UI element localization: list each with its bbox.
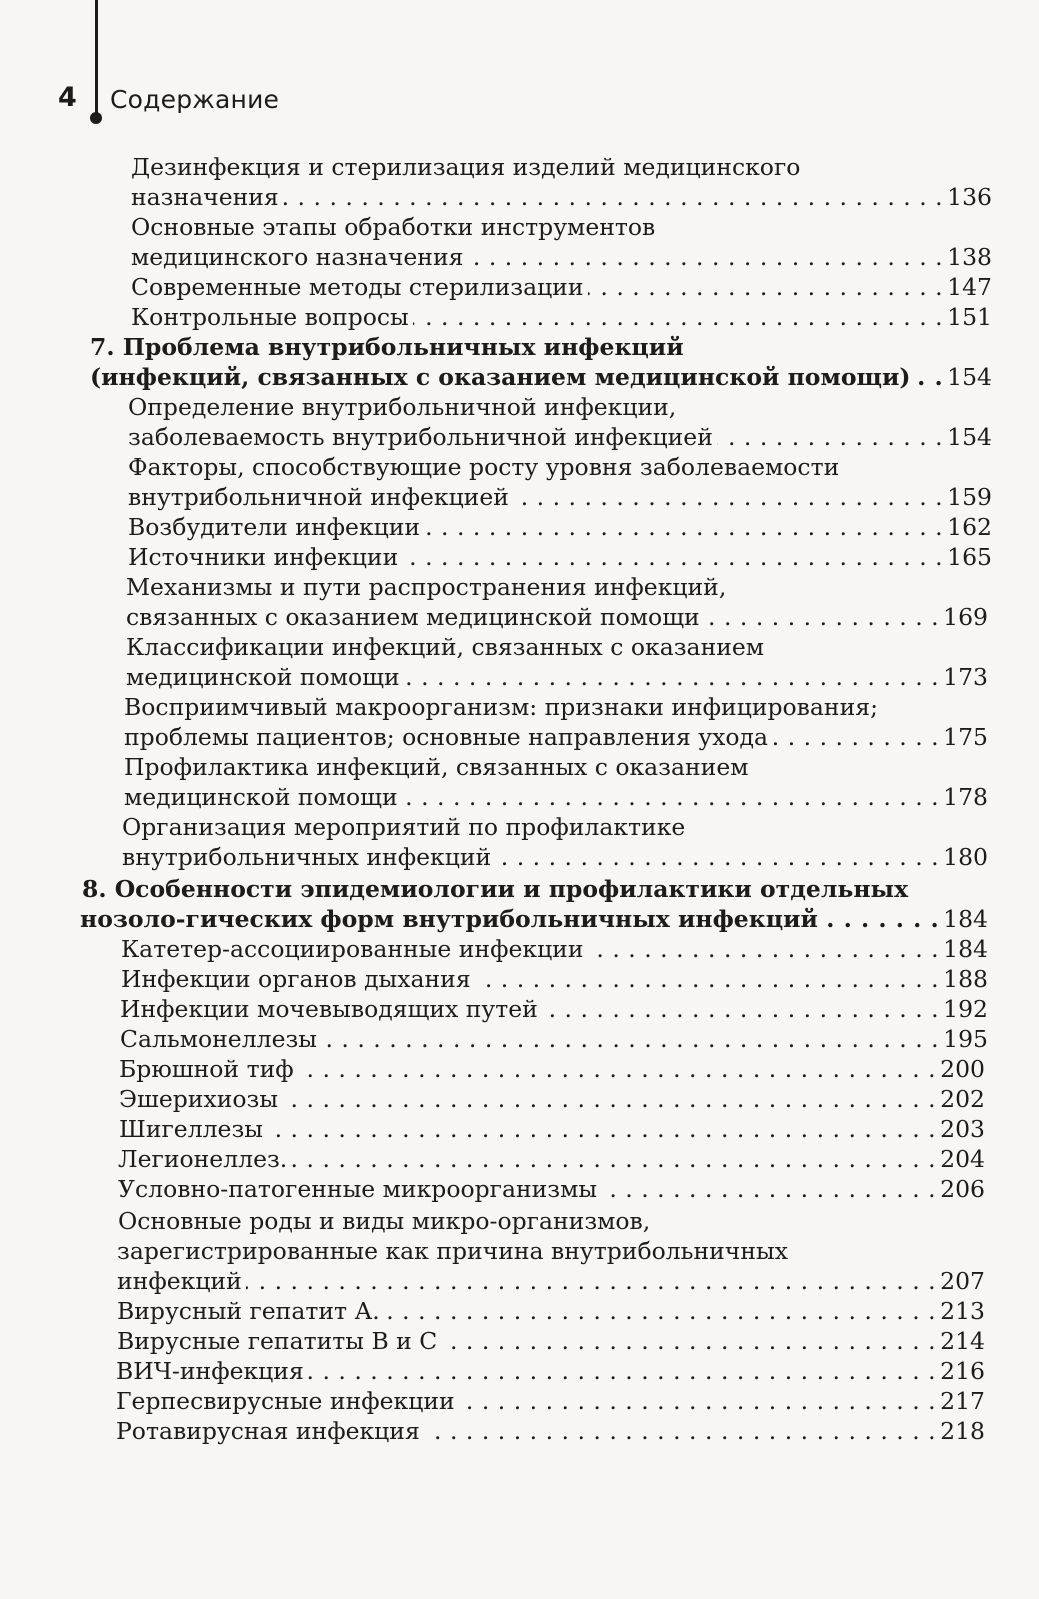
toc-entry-line [118, 1144, 985, 1174]
toc-page-number: 216 [940, 1357, 985, 1385]
toc-entry-title: Организация мероприятий по профилактике [122, 813, 686, 841]
toc-entry-title: Инфекции мочевыводящих путей [120, 995, 538, 1023]
toc-page-number: 202 [940, 1085, 985, 1113]
dot-leader [467, 242, 943, 272]
toc-entry-title: Катетер-ассоциированные инфекции [121, 935, 584, 963]
toc-entry-line [124, 752, 988, 782]
toc-page-number: 192 [943, 995, 988, 1023]
toc-entry-line [124, 692, 988, 722]
toc-entry-line [128, 392, 992, 422]
dot-leader [542, 994, 939, 1024]
toc-entry-line [122, 842, 988, 872]
toc-entry-title: медицинской помощи [126, 663, 400, 691]
toc-entry-title: Ротавирусная инфекция [116, 1417, 420, 1445]
toc-entry-title: медицинского назначения [131, 243, 464, 271]
dot-leader [424, 512, 943, 542]
toc-entry-title: Возбудители инфекции [128, 513, 421, 541]
dot-leader [404, 662, 940, 692]
toc-entry-line [126, 572, 992, 602]
toc-entry-line [131, 212, 992, 242]
toc-page-number: 218 [940, 1417, 985, 1445]
running-title: Содержание [110, 85, 280, 114]
toc-chapter-line [82, 874, 988, 904]
toc-page-number: 213 [940, 1297, 985, 1325]
toc-entry-line [116, 1356, 985, 1386]
toc-entry-title: 7. Проблема внутрибольничных инфекций [90, 333, 684, 361]
dot-leader [246, 1266, 936, 1296]
dot-leader [308, 1356, 936, 1386]
toc-page-number: 203 [940, 1115, 985, 1143]
toc-entry-title: Вирусные гепатиты В и С [117, 1327, 438, 1355]
toc-entry-title: Современные методы стерилизации [131, 273, 584, 301]
toc-entry-title: 8. Особенности эпидемиологии и профилактики отдельных [82, 875, 909, 903]
dot-leader [588, 934, 940, 964]
toc-entry-line [131, 182, 992, 212]
toc-entry-title: проблемы пациентов; основные направления ухода [124, 723, 768, 751]
toc-chapter-line [90, 332, 992, 362]
toc-page-number: 136 [947, 183, 992, 211]
page-number: 4 [58, 82, 77, 113]
toc-entry-title: нозоло-гических форм внутрибольничных инфекций [80, 905, 818, 933]
toc-page-number: 159 [947, 483, 992, 511]
toc-page-number: 204 [940, 1145, 985, 1173]
toc-entry-line [121, 964, 988, 994]
toc-page-number: 162 [947, 513, 992, 541]
toc-entry-line [120, 1024, 988, 1054]
dot-leader [513, 482, 943, 512]
dot-leader [298, 1054, 937, 1084]
dot-leader [402, 542, 943, 572]
toc-page-number: 138 [947, 243, 992, 271]
toc-entry-line [117, 1296, 985, 1326]
toc-page-number: 175 [943, 723, 988, 751]
toc-entry-title: Инфекции органов дыхания [121, 965, 471, 993]
toc-entry-title: заболеваемость внутрибольничной инфекцией [128, 423, 713, 451]
toc-entry-title: Условно-патогенные микроорганизмы [118, 1175, 598, 1203]
toc-entry-line [131, 242, 992, 272]
toc-entry-title: Контрольные вопросы [131, 303, 409, 331]
toc-entry-line [118, 1174, 985, 1204]
dot-leader [291, 1144, 936, 1174]
toc-entry-title: внутрибольничных инфекций [122, 843, 492, 871]
toc-page-number: 180 [943, 843, 988, 871]
toc-entry-title: связанных с оказанием медицинской помощи [126, 603, 700, 631]
toc-entry-title: Шигеллезы [119, 1115, 263, 1143]
toc-entry-title: Основные роды и виды микро-организмов, [118, 1207, 651, 1235]
toc-page-number: 151 [947, 303, 992, 331]
toc-entry-title: инфекций [117, 1267, 242, 1295]
header-vertical-rule [95, 0, 98, 116]
dot-leader [475, 964, 939, 994]
toc-entry-title: Основные этапы обработки инструментов [131, 213, 656, 241]
toc-entry-title: Герпесвирусные инфекции [116, 1387, 455, 1415]
toc-entry-line [126, 662, 988, 692]
toc-entry-line [124, 722, 988, 752]
toc-chapter-line [90, 362, 992, 392]
toc-entry-title: Брюшной тиф [119, 1055, 294, 1083]
dot-leader [267, 1114, 936, 1144]
dot-leader [495, 842, 939, 872]
toc-page-number: 178 [943, 783, 988, 811]
dot-leader [282, 1084, 936, 1114]
toc-entry-line [117, 1236, 985, 1266]
dot-leader [822, 904, 939, 934]
toc-entry-title: назначения [131, 183, 279, 211]
toc-entry-title: Классификации инфекций, связанных с оказанием [126, 633, 765, 661]
toc-entry-title: Дезинфекция и стерилизация изделий медицинского [131, 153, 801, 181]
toc-entry-title: Определение внутрибольничной инфекции, [128, 393, 677, 421]
toc-entry-title: ВИЧ-инфекция [116, 1357, 304, 1385]
dot-leader [402, 782, 940, 812]
toc-page-number: 184 [943, 905, 988, 933]
toc-page-number: 214 [940, 1327, 985, 1355]
toc-entry-line [131, 272, 992, 302]
toc-entry-title: (инфекций, связанных с оказанием медицинской помощи) [90, 363, 911, 391]
dot-leader [601, 1174, 936, 1204]
dot-leader [717, 422, 943, 452]
dot-leader [413, 302, 943, 332]
dot-leader [321, 1024, 939, 1054]
toc-page-number: 195 [943, 1025, 988, 1053]
toc-entry-line [120, 994, 988, 1024]
toc-entry-title: медицинской помощи [124, 783, 398, 811]
toc-page-number: 188 [943, 965, 988, 993]
dot-leader [588, 272, 944, 302]
toc-page-number: 165 [947, 543, 992, 571]
toc-entry-line [128, 482, 992, 512]
dot-leader [441, 1326, 936, 1356]
toc-entry-line [126, 632, 988, 662]
toc-page-number: 173 [943, 663, 988, 691]
toc-entry-title: Вирусный гепатит А. [117, 1297, 380, 1325]
toc-entry-title: Источники инфекции [128, 543, 399, 571]
toc-entry-line [118, 1206, 985, 1236]
toc-entry-line [128, 512, 992, 542]
toc-entry-title: Сальмонеллезы [120, 1025, 317, 1053]
toc-entry-line [116, 1416, 985, 1446]
toc-entry-line [119, 1084, 985, 1114]
toc-entry-line [121, 934, 988, 964]
toc-page-number: 200 [940, 1055, 985, 1083]
toc-page-number: 207 [940, 1267, 985, 1295]
toc-entry-title: внутрибольничной инфекцией [128, 483, 509, 511]
toc-page-number: 147 [947, 273, 992, 301]
toc-entry-line [117, 1326, 985, 1356]
toc-entry-title: Факторы, способствующие росту уровня заболеваемости [128, 453, 840, 481]
dot-leader [283, 182, 943, 212]
toc-entry-line [124, 782, 988, 812]
toc-entry-title: Эшерихиозы [119, 1085, 279, 1113]
dot-leader [915, 362, 944, 392]
toc-entry-title: Профилактика инфекций, связанных с оказанием [124, 753, 749, 781]
dot-leader [772, 722, 939, 752]
toc-page-number: 184 [943, 935, 988, 963]
toc-entry-line [119, 1054, 985, 1084]
toc-entry-title: Восприимчивый макроорганизм: признаки инфицирования; [124, 693, 878, 721]
toc-page-number: 154 [947, 423, 992, 451]
toc-entry-title: Механизмы и пути распространения инфекций, [126, 573, 727, 601]
toc-page-number: 206 [940, 1175, 985, 1203]
toc-entry-line [119, 1114, 985, 1144]
dot-leader [704, 602, 939, 632]
toc-entry-line [126, 602, 988, 632]
dot-leader [459, 1386, 936, 1416]
toc-entry-line [117, 1266, 985, 1296]
toc-chapter-line [80, 904, 988, 934]
toc-page-number: 217 [940, 1387, 985, 1415]
toc-entry-line [128, 542, 992, 572]
toc-page-number: 154 [947, 363, 992, 391]
header-rule-dot [90, 112, 102, 124]
toc-entry-line [128, 452, 992, 482]
dot-leader [424, 1416, 936, 1446]
toc-entry-title: зарегистрированные как причина внутрибольничных [117, 1237, 788, 1265]
dot-leader [384, 1296, 936, 1326]
toc-entry-line [116, 1386, 985, 1416]
toc-entry-line [131, 302, 992, 332]
toc-entry-line [122, 812, 988, 842]
toc-entry-title: Легионеллез. [118, 1145, 288, 1173]
toc-entry-line [131, 152, 992, 182]
toc-entry-line [128, 422, 992, 452]
toc-page-number: 169 [943, 603, 988, 631]
